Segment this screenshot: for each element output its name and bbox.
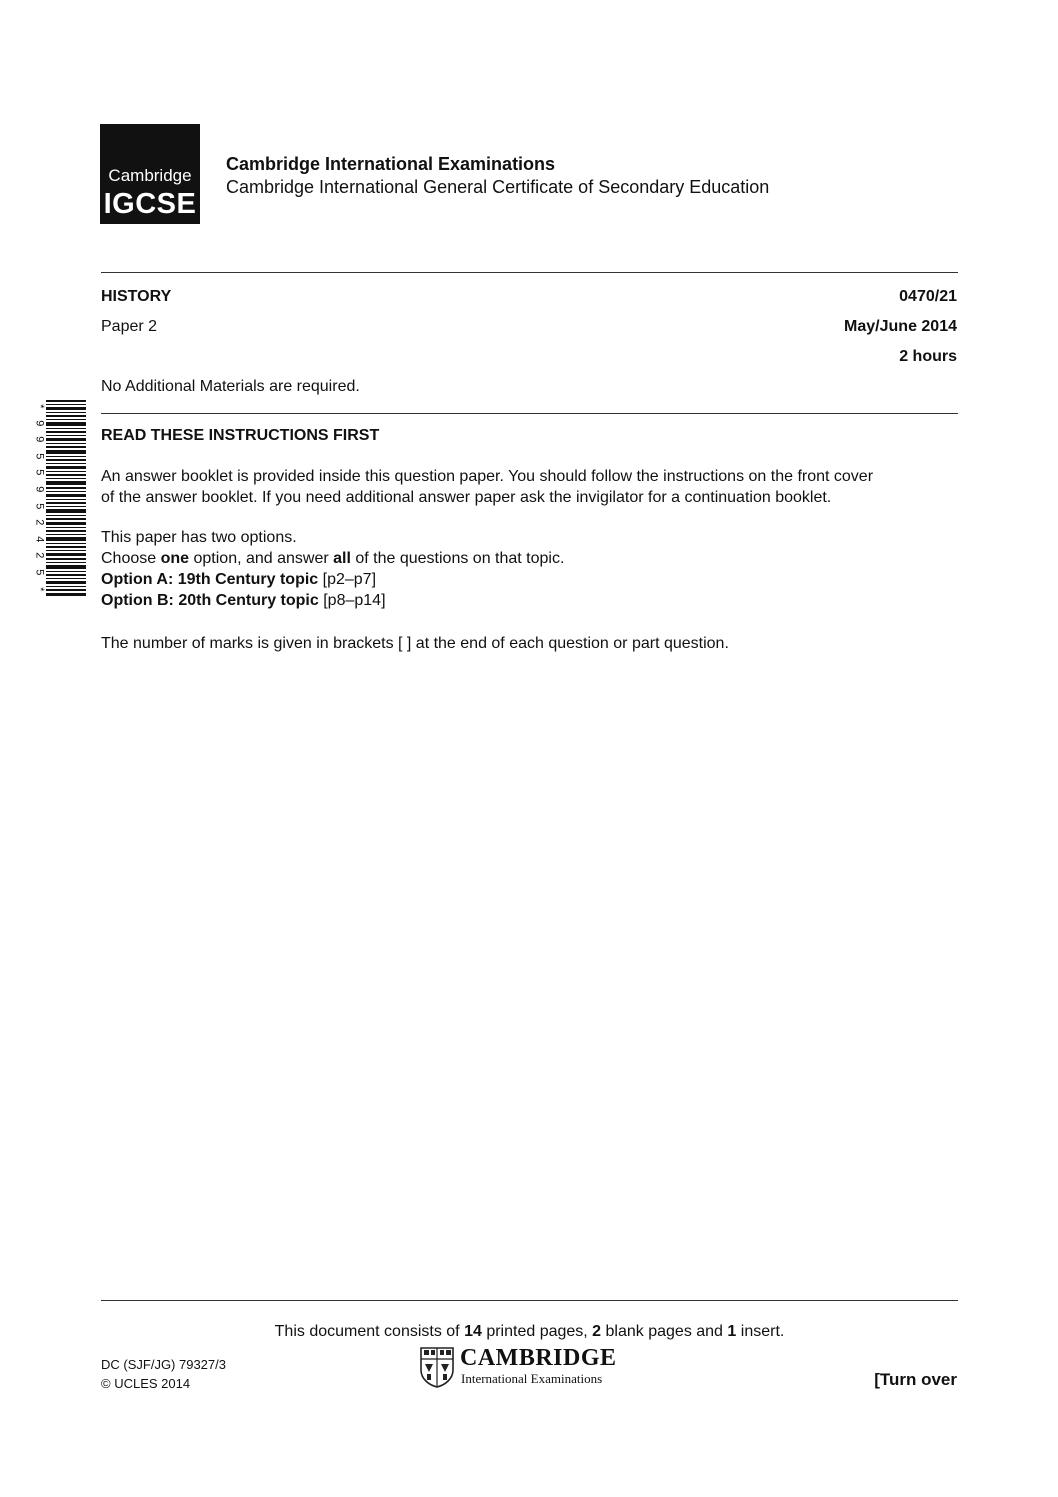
copyright: © UCLES 2014 [101, 1376, 191, 1391]
instructions-line: An answer booklet is provided inside this question paper. You should follow the instructions on the front cover [101, 468, 874, 485]
marks-note: The number of marks is given in brackets [ ] at the end of each question or part question. [101, 635, 729, 652]
cambridge-subtitle: International Examinations [461, 1371, 603, 1386]
options-intro: This paper has two options. [101, 529, 297, 546]
exam-duration: 2 hours [899, 348, 957, 365]
doc-code: DC (SJF/JG) 79327/3 [101, 1357, 226, 1372]
instructions-heading: READ THESE INSTRUCTIONS FIRST [101, 427, 380, 444]
page-count-note: This document consists of 14 printed pages, 2 blank pages and 1 insert. [274, 1323, 785, 1340]
cambridge-igcse-logo [100, 124, 200, 224]
paper-number: Paper 2 [101, 318, 158, 335]
materials-note: No Additional Materials are required. [101, 378, 360, 395]
paper-code: 0470/21 [899, 288, 957, 305]
instructions-paragraph-1 [101, 466, 873, 508]
cambridge-crest-icon [419, 1346, 455, 1388]
footer-divider [101, 1300, 958, 1301]
barcode-image [46, 398, 86, 598]
turn-over: [Turn over [874, 1370, 957, 1389]
materials-divider [101, 413, 958, 414]
qualification-title: Cambridge International General Certificate of Secondary Education [226, 177, 770, 197]
logo-igcse-text: IGCSE [103, 188, 197, 220]
exam-board: Cambridge International Examinations [226, 154, 556, 174]
option-b: Option B: 20th Century topic [p8–p14] [101, 592, 386, 609]
cambridge-wordmark: CAMBRIDGE [460, 1345, 617, 1371]
subject-title: HISTORY [101, 288, 172, 305]
header-divider [101, 272, 958, 273]
option-a: Option A: 19th Century topic [p2–p7] [101, 571, 377, 588]
document-code [101, 1355, 226, 1393]
options-block [101, 527, 564, 611]
exam-session: May/June 2014 [844, 318, 957, 335]
logo-cambridge-text: Cambridge [108, 166, 192, 185]
instructions-line: of the answer booklet. If you need additional answer paper ask the invigilator for a continuation booklet. [101, 489, 832, 506]
choose-instruction: Choose one option, and answer all of the questions on that topic. [101, 550, 565, 567]
barcode-digits: * 9 9 5 5 9 5 2 4 2 5 * [32, 402, 45, 593]
